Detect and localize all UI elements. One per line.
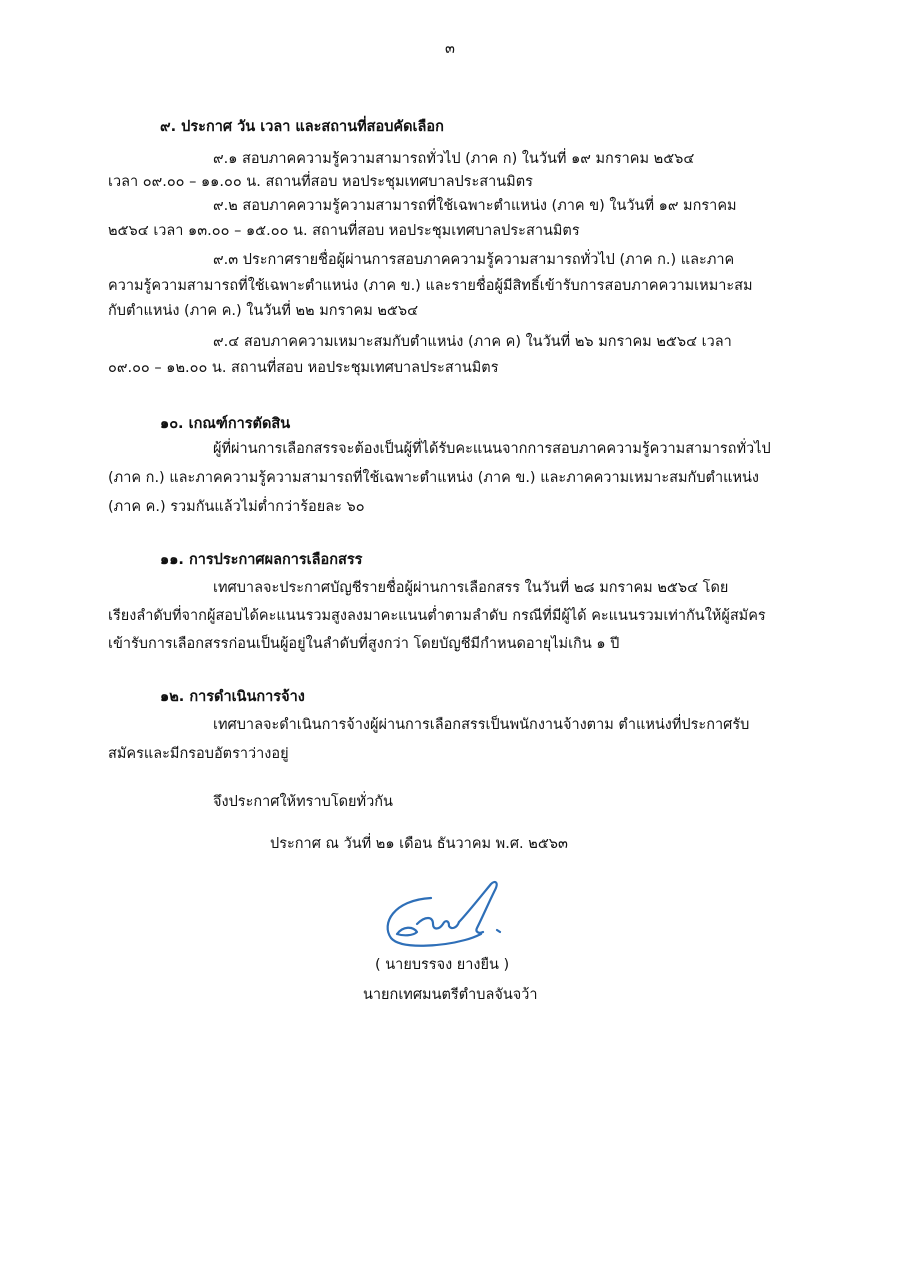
section-10-heading: ๑๐. เกณฑ์การตัดสิน	[160, 416, 291, 432]
announcement-date: ประกาศ ณ วันที่ ๒๑ เดือน ธันวาคม พ.ศ. ๒๕๖๓	[270, 836, 568, 852]
section-9-heading: ๙. ประกาศ วัน เวลา และสถานที่สอบคัดเลือก	[160, 119, 444, 135]
closing-statement: จึงประกาศให้ทราบโดยทั่วกัน	[213, 794, 393, 810]
section-9-line: ๙.๒ สอบภาคความรู้ความสามารถที่ใช้เฉพาะตำแหน่ง (ภาค ข) ในวันที่ ๑๙ มกราคม	[213, 198, 737, 214]
section-11-line: เข้ารับการเลือกสรรก่อนเป็นผู้อยู่ในลำดับที่สูงกว่า โดยบัญชีมีกำหนดอายุไม่เกิน ๑ ปี	[108, 636, 620, 652]
section-9-line: เวลา ๐๙.๐๐ – ๑๑.๐๐ น. สถานที่สอบ หอประชุมเทศบาลประสานมิตร	[108, 174, 533, 190]
section-9-line: ๒๕๖๔ เวลา ๑๓.๐๐ – ๑๕.๐๐ น. สถานที่สอบ หอประชุมเทศบาลประสานมิตร	[108, 223, 580, 239]
section-12-line: สมัครและมีกรอบอัตราว่างอยู่	[108, 746, 289, 762]
signer-name: ( นายบรรจง ยางยืน )	[375, 957, 510, 973]
section-10-line: (ภาค ค.) รวมกันแล้วไม่ต่ำกว่าร้อยละ ๖๐	[108, 499, 365, 515]
section-9-line: ความรู้ความสามารถที่ใช้เฉพาะตำแหน่ง (ภาค ข.) และรายชื่อผู้มีสิทธิ์เข้ารับการสอบภาคความเหมาะสม	[108, 278, 753, 294]
signer-title: นายกเทศมนตรีตำบลจันจว้า	[363, 987, 538, 1003]
section-11-line: เทศบาลจะประกาศบัญชีรายชื่อผู้ผ่านการเลือกสรร ในวันที่ ๒๘ มกราคม ๒๕๖๔ โดย	[213, 580, 729, 596]
section-10-line: ผู้ที่ผ่านการเลือกสรรจะต้องเป็นผู้ที่ได้รับคะแนนจากการสอบภาคความรู้ความสามารถทั่วไป	[213, 441, 771, 457]
page-number: ๓	[445, 41, 455, 57]
section-9-line: ๙.๓ ประกาศรายชื่อผู้ผ่านการสอบภาคความรู้ความสามารถทั่วไป (ภาค ก.) และภาค	[213, 252, 735, 268]
section-9-line: ๐๙.๐๐ – ๑๒.๐๐ น. สถานที่สอบ หอประชุมเทศบาลประสานมิตร	[108, 360, 499, 376]
section-9-line: กับตำแหน่ง (ภาค ค.) ในวันที่ ๒๒ มกราคม ๒๕๖๔	[108, 303, 419, 319]
section-12-heading: ๑๒. การดำเนินการจ้าง	[160, 689, 305, 705]
signature-icon	[373, 876, 523, 961]
section-11-line: เรียงลำดับที่จากผู้สอบได้คะแนนรวมสูงลงมาคะแนนต่ำตามลำดับ กรณีที่มีผู้ได้ คะแนนรวมเท่ากันให้ผู้สมัคร	[108, 608, 766, 624]
section-11-heading: ๑๑. การประกาศผลการเลือกสรร	[160, 552, 363, 568]
section-9-line: ๙.๔ สอบภาคความเหมาะสมกับตำแหน่ง (ภาค ค) ในวันที่ ๒๖ มกราคม ๒๕๖๔ เวลา	[213, 334, 732, 350]
section-12-line: เทศบาลจะดำเนินการจ้างผู้ผ่านการเลือกสรรเป็นพนักงานจ้างตาม ตำแหน่งที่ประกาศรับ	[213, 717, 750, 733]
section-10-line: (ภาค ก.) และภาคความรู้ความสามารถที่ใช้เฉพาะตำแหน่ง (ภาค ข.) และภาคความเหมาะสมกับตำแหน่ง	[108, 470, 759, 486]
section-9-line: ๙.๑ สอบภาคความรู้ความสามารถทั่วไป (ภาค ก) ในวันที่ ๑๙ มกราคม ๒๕๖๔	[213, 151, 695, 167]
